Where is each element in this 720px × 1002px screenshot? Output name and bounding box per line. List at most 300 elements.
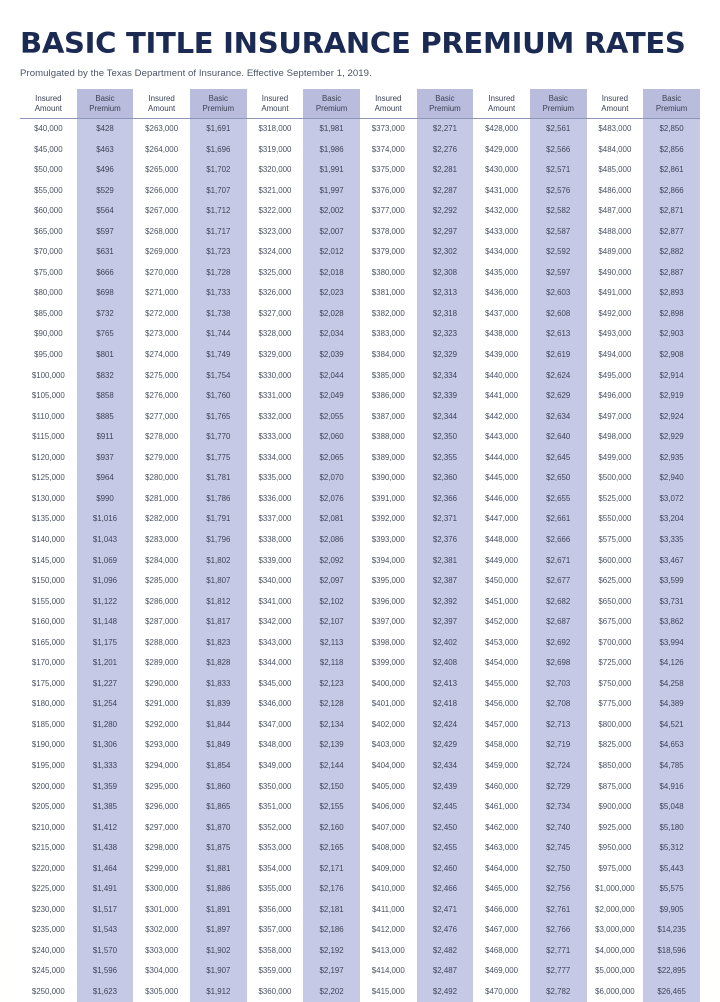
cell-basic-premium: $1,912: [190, 982, 247, 1002]
cell-basic-premium: $2,107: [303, 612, 360, 633]
cell-basic-premium: $2,413: [417, 673, 474, 694]
cell-insured-amount: $321,000: [247, 180, 304, 201]
cell-basic-premium: $2,155: [303, 797, 360, 818]
header-row: [20, 89, 700, 119]
cell-insured-amount: $429,000: [473, 139, 530, 160]
cell-basic-premium: $1,254: [77, 694, 134, 715]
cell-insured-amount: $466,000: [473, 899, 530, 920]
cell-basic-premium: $2,645: [530, 447, 587, 468]
table-row: [20, 263, 700, 284]
cell-insured-amount: $442,000: [473, 406, 530, 427]
cell-insured-amount: $437,000: [473, 304, 530, 325]
cell-insured-amount: $401,000: [360, 694, 417, 715]
cell-basic-premium: $1,786: [190, 489, 247, 510]
header-text-line: Insured: [35, 93, 62, 103]
cell-insured-amount: $408,000: [360, 838, 417, 859]
cell-basic-premium: $2,339: [417, 386, 474, 407]
cell-insured-amount: $457,000: [473, 715, 530, 736]
cell-insured-amount: $277,000: [133, 406, 190, 427]
cell-basic-premium: $1,175: [77, 632, 134, 653]
cell-basic-premium: $2,640: [530, 427, 587, 448]
cell-insured-amount: $875,000: [587, 776, 644, 797]
cell-basic-premium: $2,097: [303, 571, 360, 592]
cell-basic-premium: $1,897: [190, 920, 247, 941]
cell-basic-premium: $2,566: [530, 139, 587, 160]
cell-basic-premium: $2,144: [303, 756, 360, 777]
cell-insured-amount: $330,000: [247, 365, 304, 386]
cell-insured-amount: $464,000: [473, 858, 530, 879]
cell-insured-amount: $432,000: [473, 201, 530, 222]
cell-insured-amount: $750,000: [587, 673, 644, 694]
cell-insured-amount: $465,000: [473, 879, 530, 900]
cell-basic-premium: $2,692: [530, 632, 587, 653]
cell-basic-premium: $2,123: [303, 673, 360, 694]
table-row: [20, 715, 700, 736]
cell-insured-amount: $299,000: [133, 858, 190, 879]
cell-basic-premium: $2,070: [303, 468, 360, 489]
cell-basic-premium: $2,402: [417, 632, 474, 653]
table-row: [20, 242, 700, 263]
cell-insured-amount: $483,000: [587, 119, 644, 140]
cell-insured-amount: $448,000: [473, 530, 530, 551]
cell-basic-premium: $2,028: [303, 304, 360, 325]
cell-insured-amount: $600,000: [587, 550, 644, 571]
cell-basic-premium: $1,464: [77, 858, 134, 879]
cell-insured-amount: $293,000: [133, 735, 190, 756]
cell-basic-premium: $2,603: [530, 283, 587, 304]
column-header-basic-premium: [417, 89, 474, 119]
cell-basic-premium: $1,760: [190, 386, 247, 407]
table-row: [20, 571, 700, 592]
cell-insured-amount: $328,000: [247, 324, 304, 345]
cell-basic-premium: $1,807: [190, 571, 247, 592]
cell-insured-amount: $411,000: [360, 899, 417, 920]
header-text-line: Amount: [601, 103, 629, 113]
cell-insured-amount: $75,000: [20, 263, 77, 284]
cell-basic-premium: $2,492: [417, 982, 474, 1002]
cell-basic-premium: $2,376: [417, 530, 474, 551]
cell-insured-amount: $404,000: [360, 756, 417, 777]
table-row: [20, 509, 700, 530]
cell-basic-premium: $1,770: [190, 427, 247, 448]
cell-insured-amount: $469,000: [473, 961, 530, 982]
cell-basic-premium: $1,744: [190, 324, 247, 345]
cell-basic-premium: $2,761: [530, 899, 587, 920]
cell-insured-amount: $431,000: [473, 180, 530, 201]
cell-basic-premium: $2,466: [417, 879, 474, 900]
cell-basic-premium: $1,517: [77, 899, 134, 920]
cell-basic-premium: $1,227: [77, 673, 134, 694]
cell-insured-amount: $85,000: [20, 304, 77, 325]
cell-basic-premium: $2,924: [643, 406, 700, 427]
cell-insured-amount: $273,000: [133, 324, 190, 345]
cell-basic-premium: $2,344: [417, 406, 474, 427]
cell-insured-amount: $444,000: [473, 447, 530, 468]
cell-insured-amount: $341,000: [247, 591, 304, 612]
table-row: [20, 180, 700, 201]
header-text-line: Insured: [148, 93, 175, 103]
cell-basic-premium: $2,165: [303, 838, 360, 859]
cell-insured-amount: $406,000: [360, 797, 417, 818]
cell-basic-premium: $1,997: [303, 180, 360, 201]
cell-basic-premium: $1,828: [190, 653, 247, 674]
cell-basic-premium: $1,817: [190, 612, 247, 633]
cell-basic-premium: $1,096: [77, 571, 134, 592]
cell-basic-premium: $2,734: [530, 797, 587, 818]
cell-insured-amount: $487,000: [587, 201, 644, 222]
cell-insured-amount: $435,000: [473, 263, 530, 284]
table-row: [20, 221, 700, 242]
cell-basic-premium: $2,597: [530, 263, 587, 284]
cell-insured-amount: $700,000: [587, 632, 644, 653]
cell-insured-amount: $436,000: [473, 283, 530, 304]
cell-basic-premium: $2,713: [530, 715, 587, 736]
cell-insured-amount: $343,000: [247, 632, 304, 653]
cell-basic-premium: $1,865: [190, 797, 247, 818]
cell-basic-premium: $1,385: [77, 797, 134, 818]
cell-basic-premium: $2,871: [643, 201, 700, 222]
cell-basic-premium: $2,455: [417, 838, 474, 859]
cell-insured-amount: $281,000: [133, 489, 190, 510]
cell-insured-amount: $278,000: [133, 427, 190, 448]
cell-insured-amount: $470,000: [473, 982, 530, 1002]
cell-basic-premium: $698: [77, 283, 134, 304]
cell-insured-amount: $445,000: [473, 468, 530, 489]
table-row: [20, 591, 700, 612]
cell-basic-premium: $1,902: [190, 941, 247, 962]
cell-basic-premium: $2,866: [643, 180, 700, 201]
cell-insured-amount: $453,000: [473, 632, 530, 653]
cell-basic-premium: $1,359: [77, 776, 134, 797]
cell-basic-premium: $2,313: [417, 283, 474, 304]
cell-basic-premium: $2,429: [417, 735, 474, 756]
table-row: [20, 324, 700, 345]
cell-insured-amount: $387,000: [360, 406, 417, 427]
column-header-basic-premium: [77, 89, 134, 119]
cell-basic-premium: $2,671: [530, 550, 587, 571]
cell-insured-amount: $402,000: [360, 715, 417, 736]
cell-basic-premium: $2,065: [303, 447, 360, 468]
cell-basic-premium: $1,438: [77, 838, 134, 859]
cell-insured-amount: $399,000: [360, 653, 417, 674]
cell-insured-amount: $484,000: [587, 139, 644, 160]
cell-insured-amount: $302,000: [133, 920, 190, 941]
cell-insured-amount: $295,000: [133, 776, 190, 797]
cell-basic-premium: $1,570: [77, 941, 134, 962]
cell-insured-amount: $140,000: [20, 530, 77, 551]
cell-insured-amount: $344,000: [247, 653, 304, 674]
table-row: [20, 817, 700, 838]
cell-insured-amount: $397,000: [360, 612, 417, 633]
cell-insured-amount: $210,000: [20, 817, 77, 838]
cell-insured-amount: $90,000: [20, 324, 77, 345]
cell-insured-amount: $439,000: [473, 345, 530, 366]
cell-basic-premium: $2,893: [643, 283, 700, 304]
cell-basic-premium: $2,756: [530, 879, 587, 900]
cell-insured-amount: $288,000: [133, 632, 190, 653]
cell-basic-premium: $2,012: [303, 242, 360, 263]
table-row: [20, 365, 700, 386]
cell-basic-premium: $2,081: [303, 509, 360, 530]
cell-basic-premium: $2,055: [303, 406, 360, 427]
cell-insured-amount: $235,000: [20, 920, 77, 941]
cell-basic-premium: $2,629: [530, 386, 587, 407]
cell-basic-premium: $1,844: [190, 715, 247, 736]
cell-basic-premium: $2,919: [643, 386, 700, 407]
cell-basic-premium: $1,812: [190, 591, 247, 612]
cell-insured-amount: $384,000: [360, 345, 417, 366]
cell-insured-amount: $360,000: [247, 982, 304, 1002]
cell-insured-amount: $175,000: [20, 673, 77, 694]
header-text-line: Amount: [261, 103, 289, 113]
cell-insured-amount: $334,000: [247, 447, 304, 468]
cell-insured-amount: $359,000: [247, 961, 304, 982]
header-text-line: Basic: [95, 93, 115, 103]
cell-basic-premium: $2,935: [643, 447, 700, 468]
cell-basic-premium: $2,128: [303, 694, 360, 715]
cell-insured-amount: $463,000: [473, 838, 530, 859]
table-row: [20, 838, 700, 859]
cell-basic-premium: $2,287: [417, 180, 474, 201]
cell-basic-premium: $597: [77, 221, 134, 242]
cell-basic-premium: $2,366: [417, 489, 474, 510]
cell-insured-amount: $185,000: [20, 715, 77, 736]
cell-insured-amount: $205,000: [20, 797, 77, 818]
cell-basic-premium: $2,002: [303, 201, 360, 222]
cell-basic-premium: $14,235: [643, 920, 700, 941]
cell-insured-amount: $489,000: [587, 242, 644, 263]
cell-insured-amount: $190,000: [20, 735, 77, 756]
cell-basic-premium: $2,176: [303, 879, 360, 900]
cell-basic-premium: $2,482: [417, 941, 474, 962]
cell-insured-amount: $459,000: [473, 756, 530, 777]
column-header-insured-amount: [473, 89, 530, 119]
cell-basic-premium: $1,796: [190, 530, 247, 551]
cell-basic-premium: $2,724: [530, 756, 587, 777]
table-row: [20, 427, 700, 448]
cell-basic-premium: $2,450: [417, 817, 474, 838]
cell-basic-premium: $2,302: [417, 242, 474, 263]
cell-basic-premium: $1,986: [303, 139, 360, 160]
column-header-insured-amount: [247, 89, 304, 119]
cell-insured-amount: $496,000: [587, 386, 644, 407]
cell-insured-amount: $50,000: [20, 160, 77, 181]
cell-basic-premium: $4,126: [643, 653, 700, 674]
cell-insured-amount: $150,000: [20, 571, 77, 592]
cell-insured-amount: $200,000: [20, 776, 77, 797]
cell-basic-premium: $2,334: [417, 365, 474, 386]
cell-basic-premium: $2,329: [417, 345, 474, 366]
cell-insured-amount: $383,000: [360, 324, 417, 345]
cell-basic-premium: $2,861: [643, 160, 700, 181]
header-text-line: Basic: [435, 93, 455, 103]
cell-insured-amount: $357,000: [247, 920, 304, 941]
cell-insured-amount: $95,000: [20, 345, 77, 366]
cell-insured-amount: $267,000: [133, 201, 190, 222]
cell-basic-premium: $2,487: [417, 961, 474, 982]
cell-insured-amount: $105,000: [20, 386, 77, 407]
header-text-line: Basic: [548, 93, 568, 103]
cell-insured-amount: $279,000: [133, 447, 190, 468]
cell-basic-premium: $2,192: [303, 941, 360, 962]
cell-insured-amount: $318,000: [247, 119, 304, 140]
cell-basic-premium: $3,204: [643, 509, 700, 530]
cell-insured-amount: $276,000: [133, 386, 190, 407]
cell-basic-premium: $2,023: [303, 283, 360, 304]
cell-basic-premium: $911: [77, 427, 134, 448]
cell-insured-amount: $725,000: [587, 653, 644, 674]
cell-insured-amount: $300,000: [133, 879, 190, 900]
cell-basic-premium: $1,854: [190, 756, 247, 777]
cell-basic-premium: $2,561: [530, 119, 587, 140]
cell-insured-amount: $272,000: [133, 304, 190, 325]
cell-basic-premium: $765: [77, 324, 134, 345]
cell-insured-amount: $356,000: [247, 899, 304, 920]
cell-insured-amount: $220,000: [20, 858, 77, 879]
cell-insured-amount: $414,000: [360, 961, 417, 982]
cell-basic-premium: $3,994: [643, 632, 700, 653]
table-row: [20, 920, 700, 941]
table-row: [20, 776, 700, 797]
cell-basic-premium: $2,608: [530, 304, 587, 325]
cell-basic-premium: $964: [77, 468, 134, 489]
cell-basic-premium: $2,634: [530, 406, 587, 427]
cell-basic-premium: $732: [77, 304, 134, 325]
cell-basic-premium: $990: [77, 489, 134, 510]
cell-insured-amount: $286,000: [133, 591, 190, 612]
cell-basic-premium: $1,860: [190, 776, 247, 797]
header-text-line: Basic: [661, 93, 682, 103]
cell-basic-premium: $1,849: [190, 735, 247, 756]
cell-basic-premium: $2,186: [303, 920, 360, 941]
cell-insured-amount: $355,000: [247, 879, 304, 900]
cell-insured-amount: $327,000: [247, 304, 304, 325]
cell-basic-premium: $2,777: [530, 961, 587, 982]
cell-basic-premium: $2,181: [303, 899, 360, 920]
cell-basic-premium: $22,895: [643, 961, 700, 982]
cell-basic-premium: $2,677: [530, 571, 587, 592]
cell-basic-premium: $2,571: [530, 160, 587, 181]
cell-basic-premium: $18,596: [643, 941, 700, 962]
cell-basic-premium: $885: [77, 406, 134, 427]
cell-basic-premium: $1,069: [77, 550, 134, 571]
cell-insured-amount: $400,000: [360, 673, 417, 694]
cell-insured-amount: $381,000: [360, 283, 417, 304]
table-row: [20, 489, 700, 510]
cell-insured-amount: $488,000: [587, 221, 644, 242]
cell-basic-premium: $2,113: [303, 632, 360, 653]
table-row: [20, 139, 700, 160]
cell-basic-premium: $3,862: [643, 612, 700, 633]
cell-insured-amount: $451,000: [473, 591, 530, 612]
cell-insured-amount: $60,000: [20, 201, 77, 222]
cell-insured-amount: $850,000: [587, 756, 644, 777]
cell-basic-premium: $2,613: [530, 324, 587, 345]
cell-insured-amount: $4,000,000: [587, 941, 644, 962]
cell-basic-premium: $1,043: [77, 530, 134, 551]
cell-insured-amount: $120,000: [20, 447, 77, 468]
header-text-line: Basic: [321, 93, 342, 103]
cell-insured-amount: $430,000: [473, 160, 530, 181]
table-row: [20, 941, 700, 962]
cell-insured-amount: $499,000: [587, 447, 644, 468]
cell-insured-amount: $100,000: [20, 365, 77, 386]
cell-basic-premium: $2,650: [530, 468, 587, 489]
cell-basic-premium: $1,691: [190, 119, 247, 140]
page-title: BASIC TITLE INSURANCE PREMIUM RATES: [20, 27, 686, 60]
cell-basic-premium: $1,707: [190, 180, 247, 201]
cell-basic-premium: $1,886: [190, 879, 247, 900]
cell-insured-amount: $415,000: [360, 982, 417, 1002]
cell-basic-premium: $1,491: [77, 879, 134, 900]
cell-basic-premium: $5,312: [643, 838, 700, 859]
cell-basic-premium: $2,092: [303, 550, 360, 571]
cell-insured-amount: $382,000: [360, 304, 417, 325]
cell-basic-premium: $2,882: [643, 242, 700, 263]
cell-basic-premium: $2,323: [417, 324, 474, 345]
cell-basic-premium: $2,355: [417, 447, 474, 468]
cell-basic-premium: $2,197: [303, 961, 360, 982]
cell-insured-amount: $329,000: [247, 345, 304, 366]
cell-insured-amount: $271,000: [133, 283, 190, 304]
cell-basic-premium: $4,785: [643, 756, 700, 777]
cell-basic-premium: $2,160: [303, 817, 360, 838]
cell-basic-premium: $2,350: [417, 427, 474, 448]
cell-basic-premium: $2,914: [643, 365, 700, 386]
cell-insured-amount: $320,000: [247, 160, 304, 181]
cell-insured-amount: $461,000: [473, 797, 530, 818]
cell-basic-premium: $1,870: [190, 817, 247, 838]
cell-basic-premium: $2,445: [417, 797, 474, 818]
cell-insured-amount: $268,000: [133, 221, 190, 242]
cell-insured-amount: $215,000: [20, 838, 77, 859]
cell-insured-amount: $441,000: [473, 386, 530, 407]
cell-insured-amount: $325,000: [247, 263, 304, 284]
cell-basic-premium: $1,016: [77, 509, 134, 530]
cell-basic-premium: $1,201: [77, 653, 134, 674]
cell-basic-premium: $858: [77, 386, 134, 407]
cell-basic-premium: $937: [77, 447, 134, 468]
cell-basic-premium: $2,276: [417, 139, 474, 160]
cell-basic-premium: $1,981: [303, 119, 360, 140]
table-row: [20, 119, 700, 140]
cell-basic-premium: $1,733: [190, 283, 247, 304]
cell-basic-premium: $2,034: [303, 324, 360, 345]
cell-insured-amount: $263,000: [133, 119, 190, 140]
cell-basic-premium: $4,389: [643, 694, 700, 715]
cell-basic-premium: $2,434: [417, 756, 474, 777]
cell-basic-premium: $9,905: [643, 899, 700, 920]
cell-insured-amount: $410,000: [360, 879, 417, 900]
cell-basic-premium: $1,907: [190, 961, 247, 982]
header-text-line: Premium: [315, 103, 348, 113]
cell-basic-premium: $4,258: [643, 673, 700, 694]
cell-basic-premium: $2,360: [417, 468, 474, 489]
cell-basic-premium: $3,599: [643, 571, 700, 592]
cell-insured-amount: $347,000: [247, 715, 304, 736]
cell-insured-amount: $352,000: [247, 817, 304, 838]
header-text-line: Insured: [261, 93, 289, 103]
cell-insured-amount: $324,000: [247, 242, 304, 263]
cell-insured-amount: $443,000: [473, 427, 530, 448]
column-header-basic-premium: [303, 89, 360, 119]
cell-basic-premium: $2,708: [530, 694, 587, 715]
cell-basic-premium: $1,717: [190, 221, 247, 242]
cell-insured-amount: $230,000: [20, 899, 77, 920]
table-row: [20, 386, 700, 407]
cell-insured-amount: $348,000: [247, 735, 304, 756]
cell-insured-amount: $290,000: [133, 673, 190, 694]
